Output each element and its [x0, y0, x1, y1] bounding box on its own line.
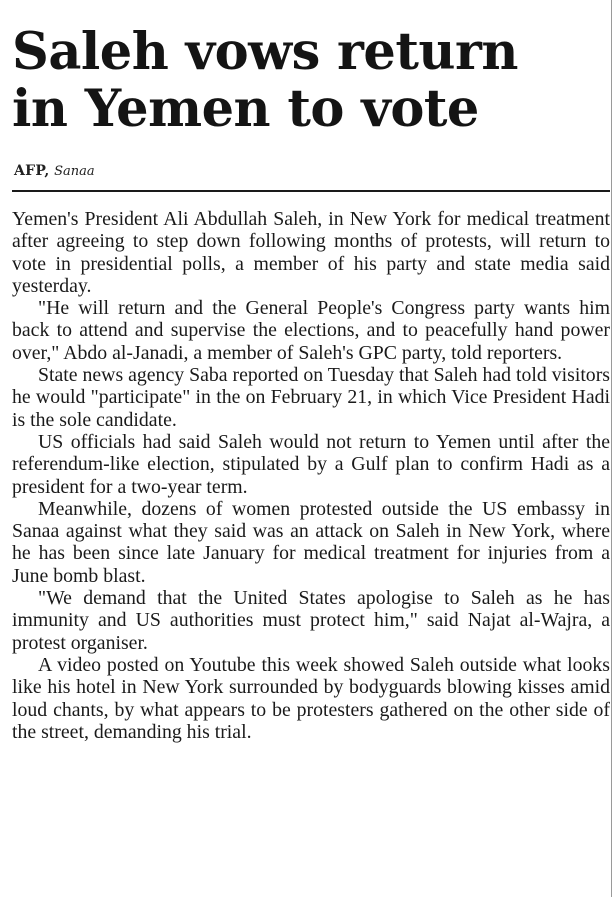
headline-line-2: in Yemen to vote — [12, 79, 479, 139]
article-paragraph: Yemen's President Ali Abdullah Saleh, in New York for medical treatment after agreeing to step down following months of protests, will return to vote in presidential polls, a member of his party and state media said yesterday. — [12, 208, 610, 297]
byline — [14, 162, 95, 181]
article-paragraph: "He will return and the General People's Congress party wants him back to attend and supervise the elections, and to peacefully hand power over," Abdo al-Janadi, a member of Saleh's GPC party, told reporters. — [12, 297, 610, 364]
article-paragraph: State news agency Saba reported on Tuesday that Saleh had told visitors he would "participate" in the on February 21, in which Vice President Hadi is the sole candidate. — [12, 364, 610, 431]
article-paragraph: Meanwhile, dozens of women protested outside the US embassy in Sanaa against what they said was an attack on Saleh in New York, where he has been since late January for medical treatment for injuries from a June bomb blast. — [12, 497, 610, 587]
article-body — [12, 208, 610, 743]
article-paragraph: "We demand that the United States apologise to Saleh as he has immunity and US authorities must protect him," said Najat al-Wajra, a protest organiser. — [12, 587, 610, 654]
byline-agency: AFP, — [14, 163, 50, 179]
byline-dateline: Sanaa — [54, 164, 95, 179]
headline — [12, 24, 612, 138]
headline-line-1: Saleh vows return — [12, 22, 518, 82]
headline-divider — [12, 190, 610, 192]
article-paragraph: A video posted on Youtube this week showed Saleh outside what looks like his hotel in New York surrounded by bodyguards blowing kisses amid loud chants, by what appears to be protesters gathered on the other side of the street, demanding his trial. — [12, 653, 610, 743]
article-paragraph: US officials had said Saleh would not return to Yemen until after the referendum-like election, stipulated by a Gulf plan to confirm Hadi as a president for a two-year term. — [12, 430, 610, 498]
